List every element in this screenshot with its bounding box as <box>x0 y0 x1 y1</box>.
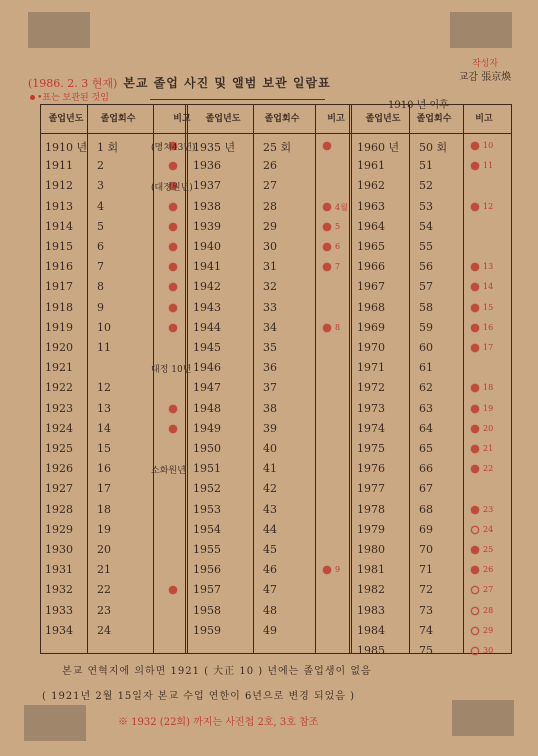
graduation-year: 1983 <box>357 603 385 617</box>
col-divider <box>87 105 88 653</box>
remark-note: 20 <box>483 423 494 433</box>
graduation-year: 1943 <box>193 300 221 314</box>
archived-mark-icon <box>471 344 479 352</box>
graduation-count: 71 <box>419 563 433 577</box>
column-header: 비고 <box>327 114 345 124</box>
graduation-year: 1974 <box>357 421 385 435</box>
archived-mark-icon <box>471 566 479 574</box>
graduation-year: 1965 <box>357 240 385 253</box>
archived-mark-icon <box>323 243 331 251</box>
graduation-count: 2 <box>97 159 104 173</box>
remark-note: 5 <box>335 221 341 231</box>
graduation-year: 1938 <box>193 199 221 213</box>
graduation-year: 1961 <box>357 159 385 173</box>
graduation-year: 1912 <box>45 179 73 193</box>
graduation-year: 1982 <box>357 583 385 597</box>
col-divider <box>409 105 410 653</box>
column-header: 졸업회수 <box>100 114 136 124</box>
graduation-count: 26 <box>263 159 277 173</box>
graduation-count: 18 <box>97 502 111 516</box>
graduation-count: 73 <box>419 603 433 617</box>
graduation-year: 1937 <box>193 179 221 193</box>
remark-note: 8 <box>335 322 341 332</box>
graduation-count: 3 <box>97 179 104 193</box>
graduation-count: 1 회 <box>97 141 119 154</box>
graduation-year: 1949 <box>193 421 221 435</box>
graduation-count: 72 <box>419 583 433 597</box>
archived-mark-icon <box>323 203 331 211</box>
graduation-count: 24 <box>97 623 111 637</box>
graduation-count: 6 <box>97 240 104 253</box>
col-divider <box>315 105 316 653</box>
graduation-year: 1910 년 <box>45 141 88 154</box>
title-date-note: (1986. 2. 3 현재) <box>28 77 118 90</box>
footer-note-3: ※ 1932 (22회) 까지는 사진첩 2호, 3호 참조 <box>118 717 319 728</box>
legend-dot-icon <box>30 95 35 100</box>
archived-mark-icon <box>471 384 479 392</box>
graduation-count: 70 <box>419 543 433 556</box>
graduation-year: 1984 <box>357 623 385 637</box>
graduation-year: 1948 <box>193 401 221 415</box>
graduation-year: 1976 <box>357 462 385 476</box>
graduation-year: 1925 <box>45 442 73 455</box>
graduation-count: 62 <box>419 381 433 395</box>
graduation-count: 17 <box>97 482 111 496</box>
graduation-count: 65 <box>419 442 433 455</box>
graduation-count: 38 <box>263 401 277 415</box>
footer-note-2: ( 1921년 2월 15일자 본교 수업 연한이 6년으로 변경 되었음 ) <box>42 691 356 702</box>
graduation-count: 21 <box>97 563 111 577</box>
graduation-count: 27 <box>263 179 277 193</box>
graduation-count: 40 <box>263 442 277 455</box>
remark-note: 13 <box>483 262 494 272</box>
remark-note: 10 <box>483 141 494 150</box>
graduation-year: 1951 <box>193 462 221 476</box>
graduation-count: 4 <box>97 199 104 213</box>
graduation-year: 1966 <box>357 260 385 274</box>
graduation-count: 7 <box>97 260 104 274</box>
graduation-count: 5 <box>97 219 104 233</box>
graduation-count: 20 <box>97 543 111 556</box>
remark-note: 15 <box>483 302 494 312</box>
graduation-year: 1927 <box>45 482 73 496</box>
graduation-count: 10 <box>97 320 111 334</box>
graduation-year: 1950 <box>193 442 221 455</box>
since-label: 1910 년 이후 <box>388 100 449 111</box>
archived-mark-icon <box>471 546 479 554</box>
remark-note: 6 <box>335 242 341 251</box>
archived-mark-icon <box>471 283 479 291</box>
graduation-year: 1944 <box>193 320 221 334</box>
graduation-year: 1922 <box>45 381 73 395</box>
graduation-count: 11 <box>97 341 111 354</box>
graduation-year: 1975 <box>357 442 385 455</box>
graduation-year: 1970 <box>357 341 385 354</box>
graduation-count: 56 <box>419 260 433 274</box>
tape-bottom-right <box>452 700 514 736</box>
archived-mark-icon <box>169 405 177 413</box>
graduation-count: 29 <box>263 219 277 233</box>
remark-note: (대정원년) <box>151 183 193 194</box>
archived-mark-icon <box>471 526 479 534</box>
graduation-count: 66 <box>419 462 433 476</box>
records-table <box>40 104 512 657</box>
graduation-year: 1973 <box>357 401 385 415</box>
remark-note: 14 <box>483 282 494 292</box>
graduation-year: 1935 년 <box>193 141 236 154</box>
remark-note: 4월 <box>335 202 348 212</box>
graduation-count: 55 <box>419 240 433 253</box>
graduation-count: 49 <box>263 623 277 637</box>
graduation-year: 1980 <box>357 543 385 556</box>
graduation-count: 57 <box>419 280 433 294</box>
graduation-year: 1957 <box>193 583 221 597</box>
graduation-year: 1947 <box>193 381 221 395</box>
column-header: 졸업년도 <box>205 114 241 124</box>
archived-mark-icon <box>169 324 177 332</box>
graduation-year: 1985 <box>357 644 385 657</box>
graduation-count: 37 <box>263 381 277 395</box>
graduation-year: 1969 <box>357 320 385 334</box>
graduation-year: 1978 <box>357 502 385 516</box>
graduation-year: 1926 <box>45 462 73 476</box>
graduation-count: 68 <box>419 502 433 516</box>
graduation-year: 1936 <box>193 159 221 173</box>
graduation-year: 1953 <box>193 502 221 516</box>
remark-note: 23 <box>483 504 494 514</box>
graduation-year: 1913 <box>45 199 73 213</box>
tape-top-left <box>28 12 90 48</box>
graduation-year: 1964 <box>357 219 385 233</box>
archived-mark-icon <box>323 223 331 231</box>
archived-mark-icon <box>169 283 177 291</box>
graduation-year: 1916 <box>45 260 73 274</box>
remark-note: 대정 10년 <box>151 365 192 376</box>
remark-note: 22 <box>483 464 494 474</box>
title-text: 본교 졸업 사진 및 앨범 보관 일람표 <box>123 76 331 90</box>
graduation-count: 8 <box>97 280 104 294</box>
archived-mark-icon <box>323 263 331 271</box>
remark-note: 27 <box>483 585 494 595</box>
graduation-count: 75 <box>419 644 433 657</box>
graduation-year: 1956 <box>193 563 221 577</box>
graduation-count: 60 <box>419 341 433 354</box>
archived-mark-icon <box>471 142 479 150</box>
graduation-count: 58 <box>419 300 433 314</box>
remark-note: 26 <box>483 565 494 575</box>
remark-note: 24 <box>483 524 494 534</box>
graduation-year: 1959 <box>193 623 221 637</box>
archived-mark-icon <box>169 243 177 251</box>
remark-note: 28 <box>483 605 494 615</box>
graduation-year: 1952 <box>193 482 221 496</box>
graduation-count: 61 <box>419 361 433 375</box>
author-name: 교감 張京煥 <box>458 72 512 83</box>
graduation-count: 12 <box>97 381 111 395</box>
header-rule <box>41 133 511 134</box>
archived-mark-icon <box>471 647 479 655</box>
graduation-count: 28 <box>263 199 277 213</box>
archived-mark-icon <box>323 566 331 574</box>
author-role: 작성자 <box>471 59 499 69</box>
graduation-year: 1915 <box>45 240 73 253</box>
remark-note: 9 <box>335 565 341 575</box>
graduation-count: 42 <box>263 482 277 496</box>
remark-note: 소화원년 <box>151 466 186 477</box>
graduation-year: 1933 <box>45 603 73 617</box>
footer-note-1: 본교 연혁지에 의하면 1921 ( 大正 10 ) 년에는 졸업생이 없음 <box>62 666 372 677</box>
graduation-count: 46 <box>263 563 277 577</box>
graduation-year: 1919 <box>45 320 73 334</box>
column-header: 졸업년도 <box>365 114 401 124</box>
graduation-year: 1945 <box>193 341 221 354</box>
archived-mark-icon <box>471 304 479 312</box>
graduation-year: 1924 <box>45 421 73 435</box>
graduation-count: 36 <box>263 361 277 375</box>
archived-mark-icon <box>323 142 331 150</box>
graduation-count: 22 <box>97 583 111 597</box>
remark-note: 19 <box>483 403 494 413</box>
graduation-count: 15 <box>97 442 111 455</box>
tape-bottom-left <box>24 705 86 741</box>
archived-mark-icon <box>323 324 331 332</box>
archived-mark-icon <box>471 445 479 453</box>
graduation-year: 1941 <box>193 260 221 274</box>
graduation-count: 74 <box>419 623 433 637</box>
column-header: 비고 <box>475 114 493 124</box>
graduation-count: 52 <box>419 179 433 193</box>
graduation-count: 63 <box>419 401 433 415</box>
graduation-count: 16 <box>97 462 111 476</box>
archived-mark-icon <box>471 506 479 514</box>
graduation-year: 1971 <box>357 361 385 375</box>
graduation-year: 1981 <box>357 563 385 577</box>
graduation-year: 1954 <box>193 522 221 536</box>
graduation-count: 48 <box>263 603 277 617</box>
graduation-count: 34 <box>263 320 277 334</box>
archived-mark-icon <box>169 203 177 211</box>
graduation-year: 1918 <box>45 300 73 314</box>
graduation-count: 23 <box>97 603 111 617</box>
legend-text: •표는 보관된 것임 <box>37 93 109 103</box>
archived-mark-icon <box>471 405 479 413</box>
archived-mark-icon <box>471 425 479 433</box>
graduation-count: 59 <box>419 320 433 334</box>
graduation-year: 1955 <box>193 543 221 556</box>
graduation-year: 1934 <box>45 623 73 637</box>
graduation-year: 1942 <box>193 280 221 294</box>
title-underline <box>150 99 325 100</box>
graduation-count: 50 회 <box>419 141 448 154</box>
col-divider <box>463 105 464 653</box>
remark-note: 17 <box>483 343 494 352</box>
graduation-count: 64 <box>419 421 433 435</box>
graduation-count: 69 <box>419 522 433 536</box>
graduation-count: 39 <box>263 421 277 435</box>
graduation-count: 30 <box>263 240 277 253</box>
archived-mark-icon <box>471 607 479 615</box>
graduation-year: 1911 <box>45 159 73 173</box>
graduation-count: 19 <box>97 522 111 536</box>
graduation-year: 1979 <box>357 522 385 536</box>
remark-note: 29 <box>483 625 494 635</box>
remark-note: 21 <box>483 444 494 453</box>
remark-note: 11 <box>483 161 494 171</box>
archived-mark-icon <box>169 223 177 231</box>
column-header: 졸업년도 <box>48 114 84 124</box>
graduation-year: 1931 <box>45 563 73 577</box>
remark-note: 30 <box>483 646 494 655</box>
graduation-year: 1960 년 <box>357 141 400 154</box>
graduation-year: 1977 <box>357 482 385 496</box>
graduation-year: 1939 <box>193 219 221 233</box>
graduation-count: 45 <box>263 543 277 556</box>
graduation-count: 33 <box>263 300 277 314</box>
graduation-year: 1946 <box>193 361 221 375</box>
remark-note: 16 <box>483 322 494 332</box>
graduation-year: 1962 <box>357 179 385 193</box>
graduation-year: 1932 <box>45 583 73 597</box>
archived-mark-icon <box>169 425 177 433</box>
graduation-count: 9 <box>97 300 104 314</box>
graduation-year: 1963 <box>357 199 385 213</box>
tape-top-right <box>450 12 512 48</box>
archived-mark-icon <box>169 586 177 594</box>
graduation-count: 41 <box>263 462 277 476</box>
graduation-year: 1921 <box>45 361 73 375</box>
col-divider <box>253 105 254 653</box>
graduation-year: 1940 <box>193 240 221 253</box>
remark-note: 25 <box>483 545 494 554</box>
graduation-year: 1967 <box>357 280 385 294</box>
column-header: 졸업회수 <box>416 114 452 124</box>
graduation-year: 1923 <box>45 401 73 415</box>
archived-mark-icon <box>169 162 177 170</box>
archived-mark-icon <box>471 324 479 332</box>
graduation-year: 1928 <box>45 502 73 516</box>
archived-mark-icon <box>471 263 479 271</box>
graduation-year: 1920 <box>45 341 73 354</box>
remark-note: 12 <box>483 201 494 211</box>
graduation-count: 13 <box>97 401 111 415</box>
archived-mark-icon <box>471 465 479 473</box>
remark-note: (명치43년) <box>151 143 196 153</box>
graduation-count: 54 <box>419 219 433 233</box>
graduation-count: 53 <box>419 199 433 213</box>
remark-note: 18 <box>483 383 494 393</box>
archived-mark-icon <box>169 263 177 271</box>
graduation-year: 1930 <box>45 543 73 556</box>
section-divider <box>349 105 352 653</box>
graduation-count: 31 <box>263 260 277 274</box>
graduation-count: 67 <box>419 482 433 496</box>
graduation-year: 1958 <box>193 603 221 617</box>
graduation-count: 47 <box>263 583 277 597</box>
archived-mark-icon <box>471 627 479 635</box>
graduation-count: 14 <box>97 421 111 435</box>
graduation-year: 1914 <box>45 219 73 233</box>
column-header: 비고 <box>173 114 191 124</box>
graduation-year: 1917 <box>45 280 73 294</box>
graduation-count: 32 <box>263 280 277 294</box>
archived-mark-icon <box>169 304 177 312</box>
archived-mark-icon <box>471 586 479 594</box>
legend <box>30 90 109 103</box>
graduation-count: 44 <box>263 522 277 536</box>
archived-mark-icon <box>471 203 479 211</box>
graduation-count: 43 <box>263 502 277 516</box>
remark-note: 7 <box>335 262 341 272</box>
archived-mark-icon <box>471 162 479 170</box>
graduation-count: 35 <box>263 341 277 354</box>
graduation-year: 1972 <box>357 381 385 395</box>
graduation-year: 1968 <box>357 300 385 314</box>
graduation-count: 25 회 <box>263 141 292 154</box>
graduation-count: 51 <box>419 159 433 173</box>
graduation-year: 1929 <box>45 522 73 536</box>
column-header: 졸업회수 <box>264 114 300 124</box>
